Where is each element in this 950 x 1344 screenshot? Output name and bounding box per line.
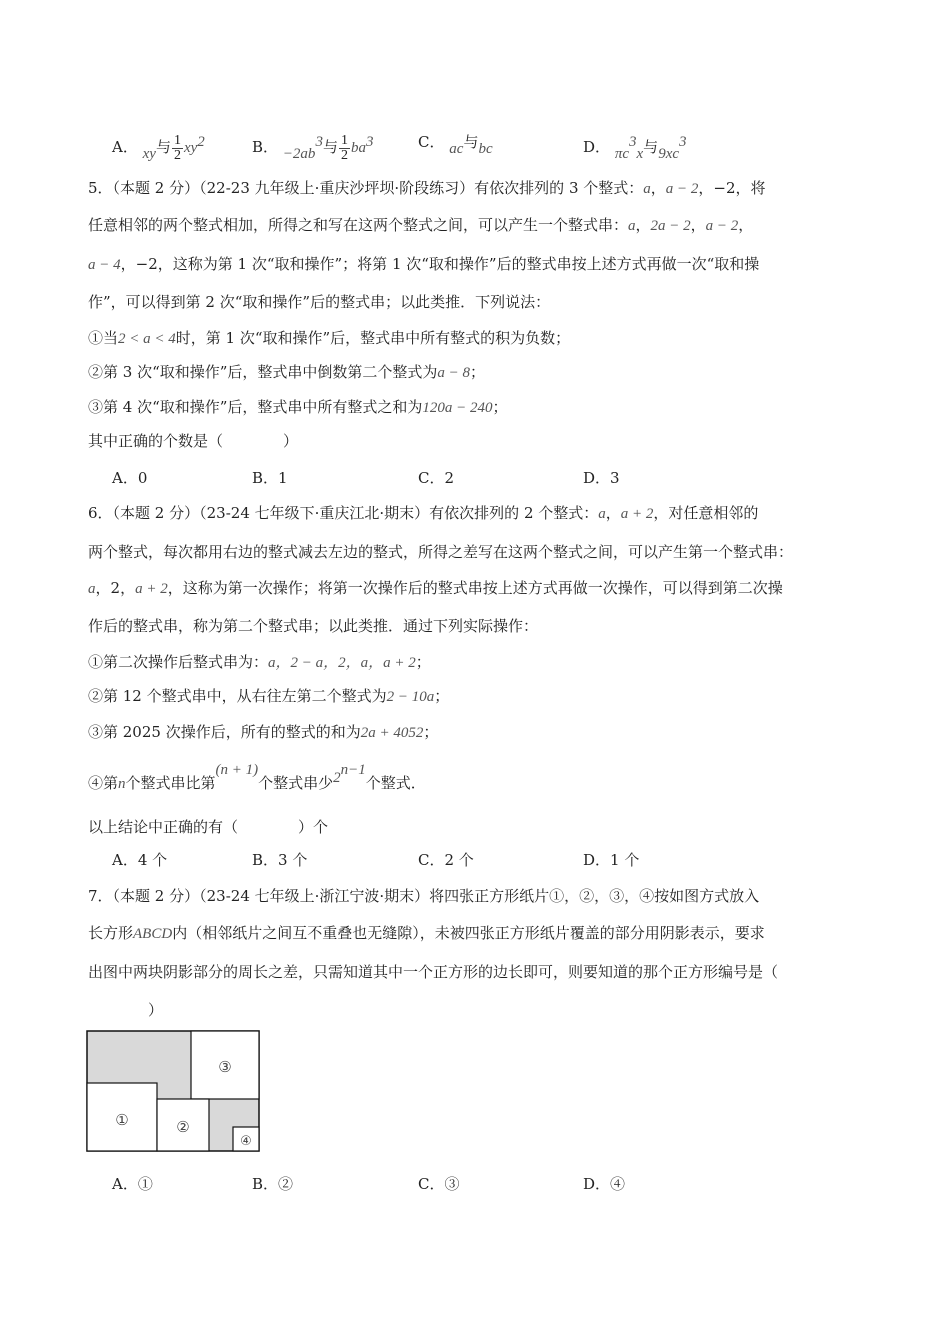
square-4-label: ④ — [240, 1134, 252, 1149]
q5-statement-1: ①当2 < a < 4时，第 1 次“取和操作”后，整式串中所有整式的积为负数； — [88, 329, 571, 347]
q6-option-d: D．1 个 — [583, 851, 640, 869]
fraction-half: $\frac{1}{2}$ — [340, 132, 348, 163]
q6-statement-3: ③第 2025 次操作后，所有的整式的和为2a + 4052； — [88, 723, 439, 741]
q4-option-d: D． $\pi c^3x$与$9xc^3$ — [583, 134, 687, 162]
q5-line-4: 作”，可以得到第 2 次“取和操作”后的整式串；以此类推．下列说法： — [88, 293, 551, 311]
q6-line-3: a，2，a + 2，这称为第一次操作；将第一次操作后的整式串按上述方式再做一次操作，可以得到第二次操 — [88, 579, 783, 597]
q6-question: 以上结论中正确的有（ ）个 — [88, 818, 329, 836]
q5-option-d: D．3 — [583, 469, 620, 487]
q5-question: 其中正确的个数是（ ） — [88, 432, 299, 450]
q7-line-3: 出图中两块阴影部分的周长之差，只需知道其中一个正方形的边长即可，则要知道的那个正方形编号是（ — [88, 963, 779, 981]
q6-statement-4: ④第n个整式串比第(n + 1)个整式串少$2^{n-1}$个整式． — [88, 762, 426, 792]
q6-line-2: 两个整式，每次都用右边的整式减去左边的整式，所得之差写在这两个整式之间，可以产生第一个整式串： — [88, 543, 794, 561]
q7-option-d: D．④ — [583, 1175, 626, 1193]
q6-line-4: 作后的整式串，称为第二个整式串；以此类推．通过下列实际操作： — [88, 617, 539, 635]
q4-option-b: B． $-2ab^3$与 $\frac{1}{2}$ $ba^3$ — [252, 132, 374, 163]
q4-option-a: A． xy与 $\frac{1}{2}$ $xy^2$ — [112, 132, 205, 163]
q7-line-4: ） — [88, 1001, 164, 1019]
fraction-half: $\frac{1}{2}$ — [173, 132, 181, 163]
q5-line-3: a − 4，−2，这称为第 1 次“取和操作”；将第 1 次“取和操作”后的整式串按上述方式再做一次“取和操 — [88, 255, 760, 273]
q7-figure — [86, 1030, 264, 1154]
q5-line-2: 任意相邻的两个整式相加，所得之和写在这两个整式之间，可以产生一个整式串：a，2a − 2，a − 2， — [88, 216, 754, 234]
q7-option-a: A．① — [112, 1175, 153, 1193]
q6-line-1: 6．（本题 2 分）（23-24 七年级下·重庆江北·期末）有依次排列的 2 个整式：a，a + 2，对任意相邻的 — [88, 504, 759, 522]
q6-option-c: C．2 个 — [418, 851, 474, 869]
q6-option-b: B．3 个 — [252, 851, 308, 869]
q5-line-1: 5．（本题 2 分）（22-23 九年级上·重庆沙坪坝·阶段练习）有依次排列的 3 个整式：a，a − 2，−2，将 — [88, 179, 766, 197]
q5-option-c: C．2 — [418, 469, 455, 487]
q6-statement-1: ①第二次操作后整式串为：a，2 − a，2，a，a + 2； — [88, 653, 431, 671]
square-2-label: ② — [176, 1118, 190, 1136]
q5-option-b: B．1 — [252, 469, 288, 487]
square-3-label: ③ — [218, 1058, 232, 1076]
q6-statement-2: ②第 12 个整式串中，从右往左第二个整式为2 − 10a； — [88, 687, 450, 705]
q5-statement-2: ②第 3 次“取和操作”后，整式串中倒数第二个整式为a − 8； — [88, 363, 486, 381]
square-1-label: ① — [115, 1111, 129, 1129]
q5-option-a: A．0 — [112, 469, 148, 487]
q5-statement-3: ③第 4 次“取和操作”后，整式串中所有整式之和为120a − 240； — [88, 398, 508, 416]
q7-line-1: 7．（本题 2 分）（23-24 七年级上·浙江宁波·期末）将四张正方形纸片①，②，③，④按如图方式放入 — [88, 887, 760, 905]
q7-option-b: B．② — [252, 1175, 294, 1193]
q4-option-c: C． ac与bc — [418, 133, 493, 157]
q7-option-c: C．③ — [418, 1175, 460, 1193]
q7-line-2: 长方形ABCD内（相邻纸片之间互不重叠也无缝隙），未被四张正方形纸片覆盖的部分用阴影表示，要求 — [88, 924, 765, 942]
q6-option-a: A．4 个 — [112, 851, 168, 869]
